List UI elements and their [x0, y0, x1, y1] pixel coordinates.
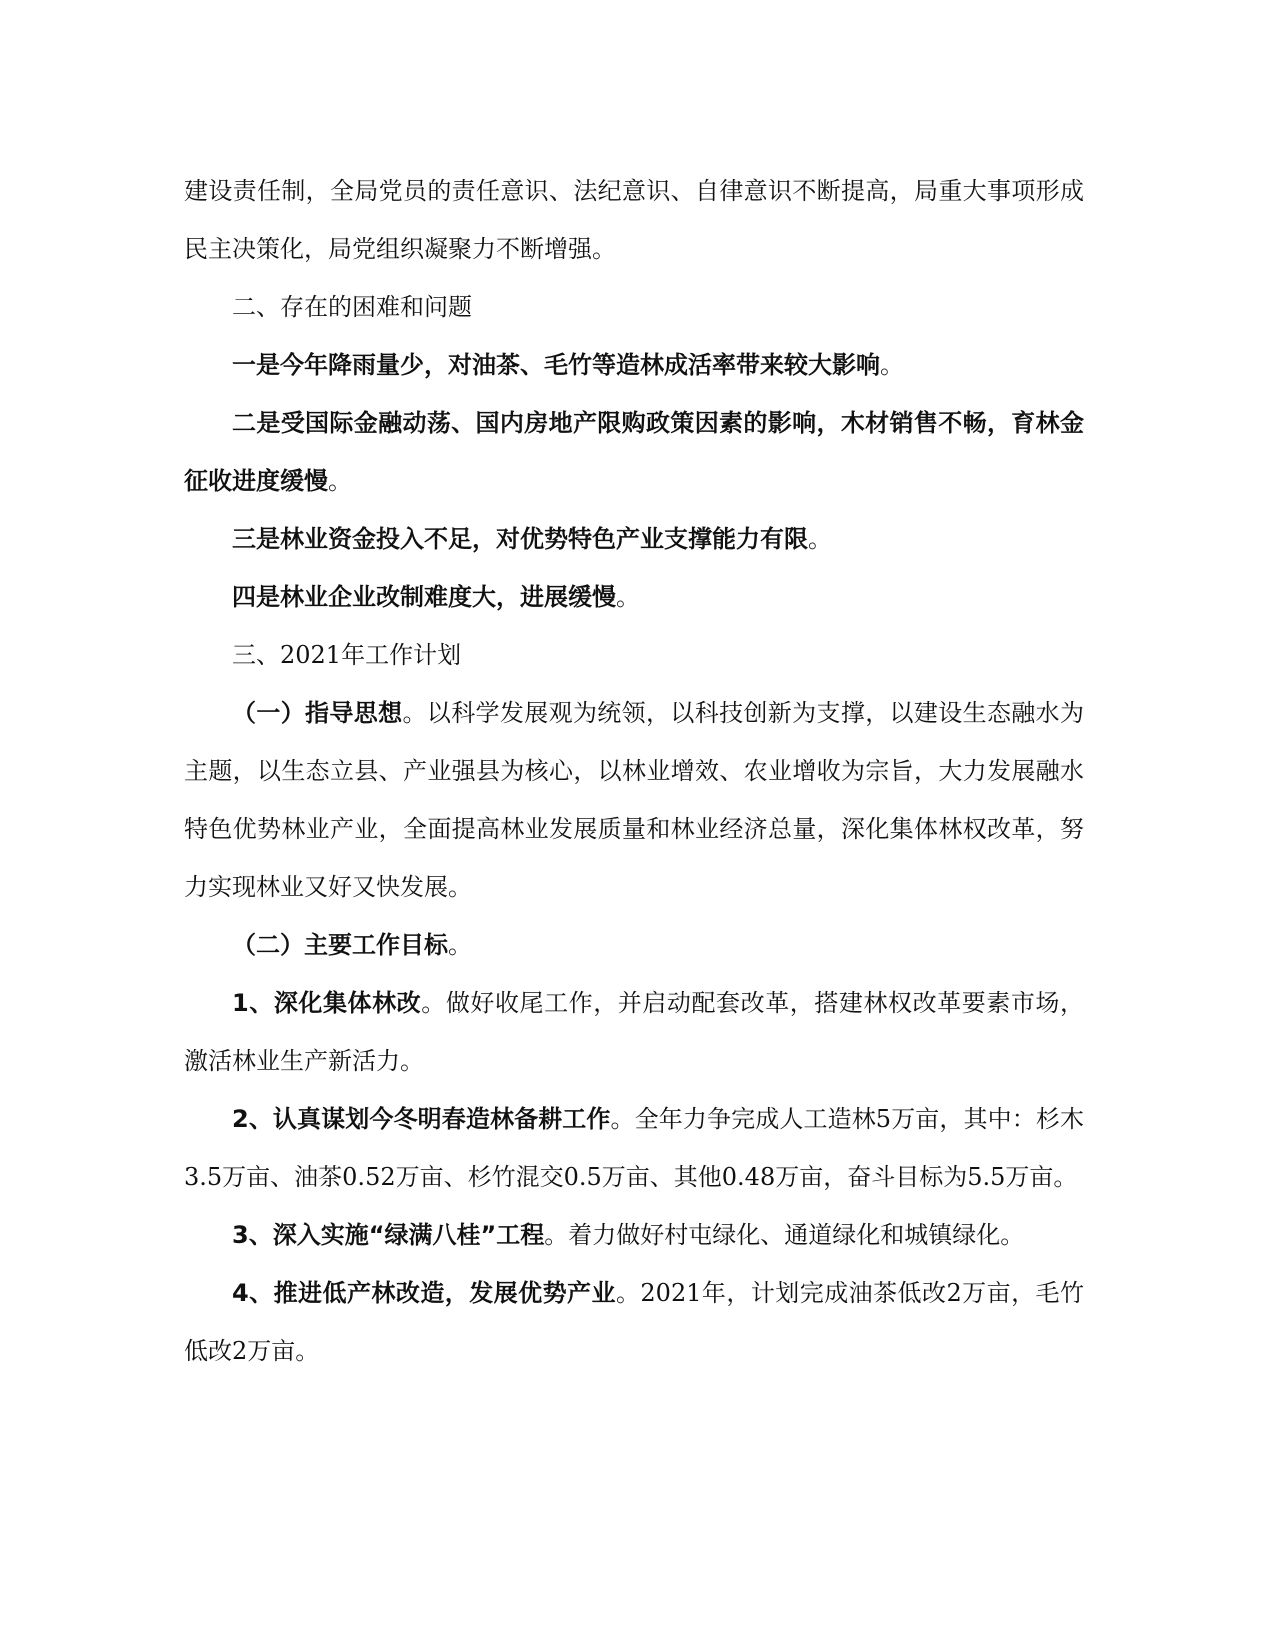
problem-item-2: [184, 394, 1084, 510]
goal-item-1-rest: 。做好收尾工作，并启动配套改革，搭建林权改革要素市场，激活林业生产新活力。: [184, 989, 1085, 1075]
problem-item-2-rest: 。: [328, 467, 352, 495]
goal-item-1: [184, 974, 1084, 1090]
goal-item-2-rest: 。全年力争完成人工造林5万亩，其中：杉木3.5万亩、油茶0.52万亩、杉竹混交0.5万亩、其他0.48万亩，奋斗目标为5.5万亩。: [184, 1105, 1084, 1191]
goals-heading: [184, 916, 1084, 974]
goals-heading-rest: 。: [448, 931, 472, 959]
goal-item-1-bold: 1、深化集体林改: [232, 989, 422, 1017]
section-heading-problems: 二、存在的困难和问题: [232, 293, 472, 321]
guiding-thought-rest: 。以科学发展观为统领，以科技创新为支撑，以建设生态融水为主题，以生态立县、产业强县为核心，以林业增效、农业增收为宗旨，大力发展融水特色优势林业产业，全面提高林业发展质量和林业经济总量，深化集体林权改革，努力实现林业又好又快发展。: [184, 699, 1085, 901]
goal-item-4-rest: 。2021年，计划完成油茶低改2万亩，毛竹低改2万亩。: [184, 1279, 1084, 1365]
goal-item-2-bold: 2、认真谋划今冬明春造林备耕工作: [232, 1105, 611, 1133]
problem-item-1-rest: 。: [880, 351, 904, 379]
problem-item-3-bold: 三是林业资金投入不足，对优势特色产业支撑能力有限: [232, 525, 808, 553]
problem-item-4: [184, 568, 1084, 626]
guiding-thought-bold: （一）指导思想: [232, 699, 403, 727]
goal-item-3: [184, 1206, 1084, 1264]
guiding-thought-paragraph: [184, 684, 1084, 916]
section-heading-plan: 三、2021年工作计划: [232, 641, 462, 669]
problem-item-4-rest: 。: [616, 583, 640, 611]
problem-item-3: [184, 510, 1084, 568]
problem-item-1: [184, 336, 1084, 394]
goal-item-4: [184, 1264, 1084, 1380]
problem-item-3-rest: 。: [808, 525, 832, 553]
problem-item-4-bold: 四是林业企业改制难度大，进展缓慢: [232, 583, 616, 611]
goals-heading-bold: （二）主要工作目标: [232, 931, 448, 959]
problem-item-2-bold: 二是受国际金融动荡、国内房地产限购政策因素的影响，木材销售不畅，育林金征收进度缓慢: [184, 409, 1084, 495]
goal-item-4-bold: 4、推进低产林改造，发展优势产业: [232, 1279, 616, 1307]
continuation-paragraph: 建设责任制，全局党员的责任意识、法纪意识、自律意识不断提高，局重大事项形成民主决策化，局党组织凝聚力不断增强。: [184, 177, 1084, 263]
goal-item-3-rest: 。着力做好村屯绿化、通道绿化和城镇绿化。: [544, 1221, 1025, 1249]
goal-item-3-bold: 3、深入实施“绿满八桂”工程: [232, 1221, 545, 1249]
problem-item-1-bold: 一是今年降雨量少，对油茶、毛竹等造林成活率带来较大影响: [232, 351, 880, 379]
document-body: [184, 162, 1084, 1380]
goal-item-2: [184, 1090, 1084, 1206]
